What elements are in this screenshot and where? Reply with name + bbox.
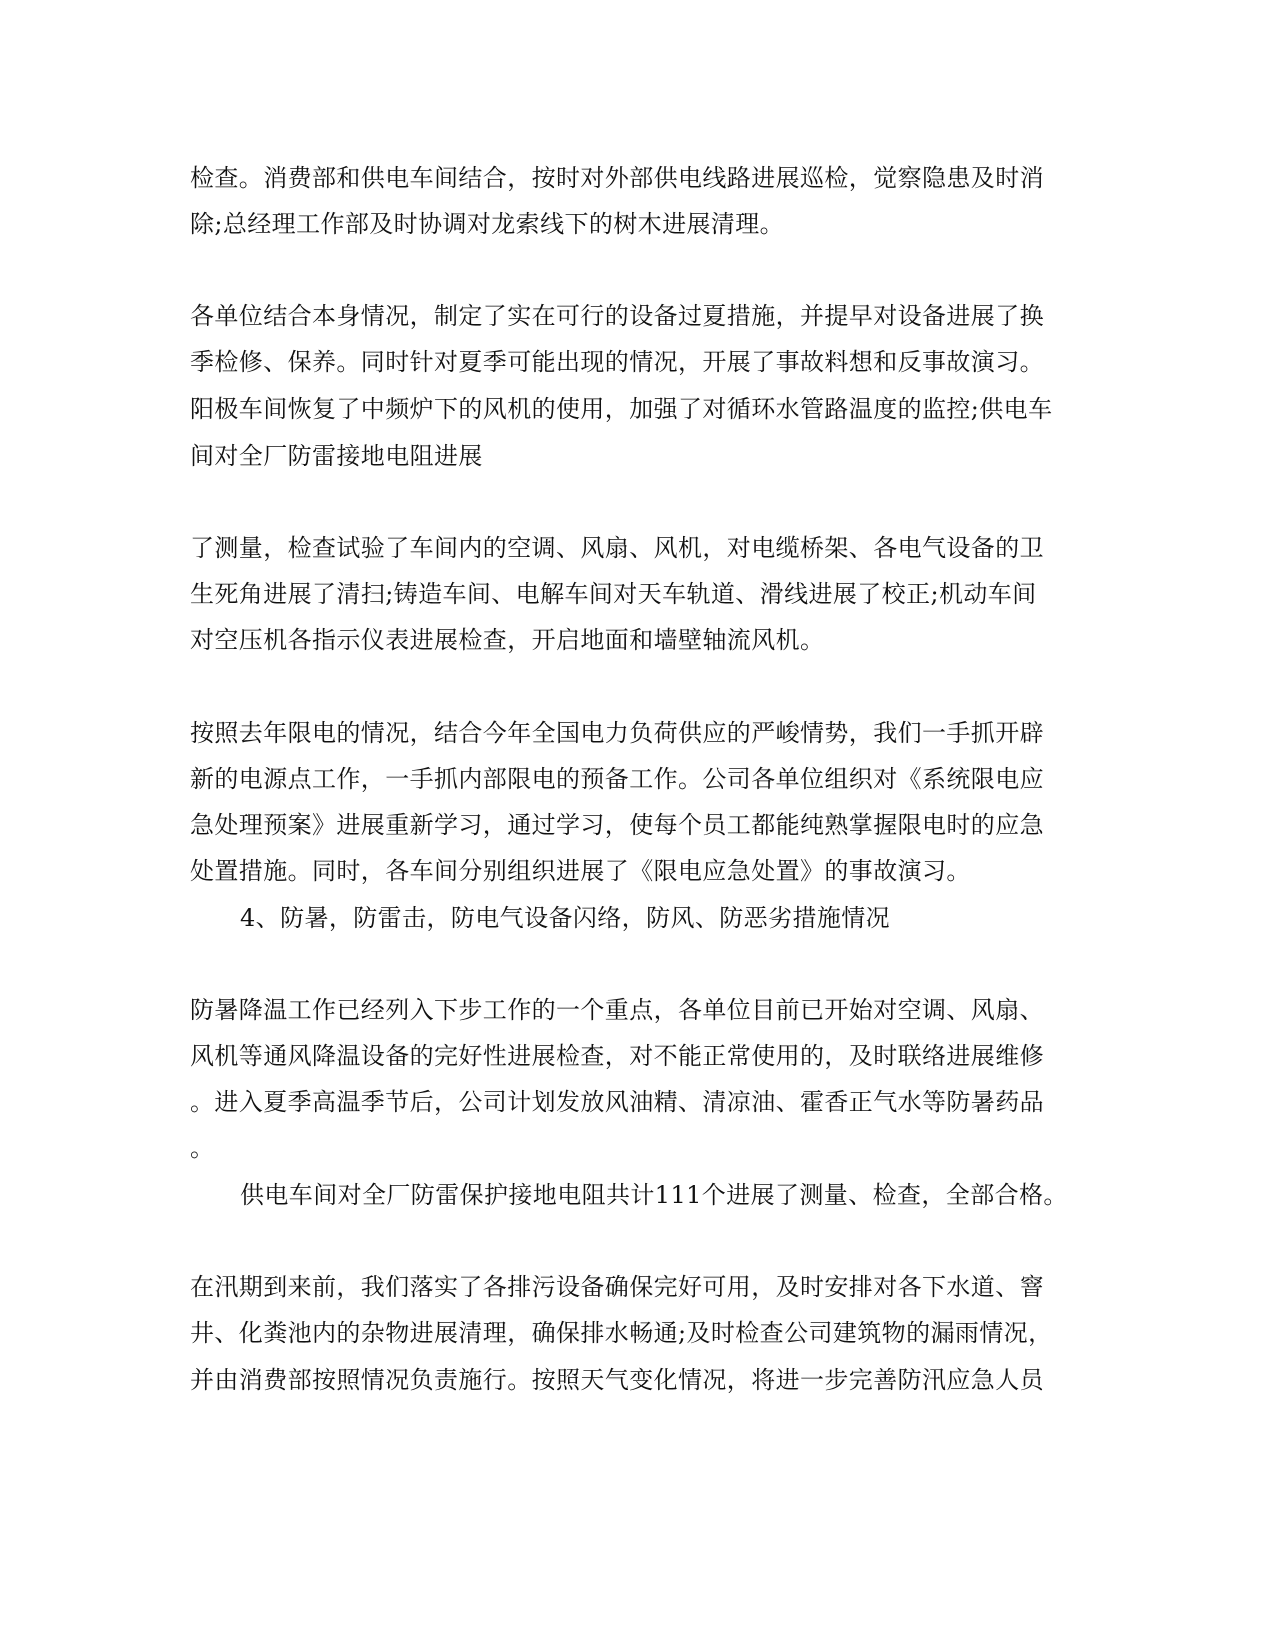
text-line: 风机等通风降温设备的完好性进展检查，对不能正常使用的，及时联络进展维修 (190, 1042, 1044, 1070)
text-line: 了测量，检查试验了车间内的空调、风扇、风机，对电缆桥架、各电气设备的卫 (190, 534, 1044, 562)
section-heading: 4、防暑，防雷击，防电气设备闪络，防风、防恶劣措施情况 (240, 904, 891, 932)
text-line: 井、化粪池内的杂物进展清理，确保排水畅通;及时检查公司建筑物的漏雨情况， (190, 1319, 1053, 1347)
text-line: 新的电源点工作，一手抓内部限电的预备工作。公司各单位组织对《系统限电应 (190, 765, 1044, 793)
text-line: 间对全厂防雷接地电阻进展 (190, 442, 483, 470)
text-line: 按照去年限电的情况，结合今年全国电力负荷供应的严峻情势，我们一手抓开辟 (190, 719, 1044, 747)
text-line: 季检修、保养。同时针对夏季可能出现的情况，开展了事故料想和反事故演习。 (190, 348, 1044, 376)
text-line: 检查。消费部和供电车间结合，按时对外部供电线路进展巡检，觉察隐患及时消 (190, 164, 1044, 192)
text-line: 除;总经理工作部及时协调对龙索线下的树木进展清理。 (190, 210, 785, 238)
text-line: 并由消费部按照情况负责施行。按照天气变化情况，将进一步完善防汛应急人员 (190, 1366, 1044, 1394)
text-line: 。进入夏季高温季节后，公司计划发放风油精、清凉油、霍香正气水等防暑药品 (190, 1088, 1044, 1116)
text-line: 供电车间对全厂防雷保护接地电阻共计111个进展了测量、检查，全部合格。 (240, 1181, 1068, 1209)
text-line: 防暑降温工作已经列入下步工作的一个重点，各单位目前已开始对空调、风扇、 (190, 996, 1044, 1024)
text-line: 急处理预案》进展重新学习，通过学习，使每个员工都能纯熟掌握限电时的应急 (190, 811, 1044, 839)
text-line: 处置措施。同时，各车间分别组织进展了《限电应急处置》的事故演习。 (190, 857, 971, 885)
text-line: 对空压机各指示仪表进展检查，开启地面和墙壁轴流风机。 (190, 626, 825, 654)
text-line: 。 (190, 1134, 215, 1162)
text-line: 各单位结合本身情况，制定了实在可行的设备过夏措施，并提早对设备进展了换 (190, 302, 1044, 330)
text-line: 生死角进展了清扫;铸造车间、电解车间对天车轨道、滑线进展了校正;机动车间 (190, 580, 1037, 608)
text-line: 阳极车间恢复了中频炉下的风机的使用，加强了对循环水管路温度的监控;供电车 (190, 395, 1053, 423)
text-line: 在汛期到来前，我们落实了各排污设备确保完好可用，及时安排对各下水道、窨 (190, 1273, 1044, 1301)
